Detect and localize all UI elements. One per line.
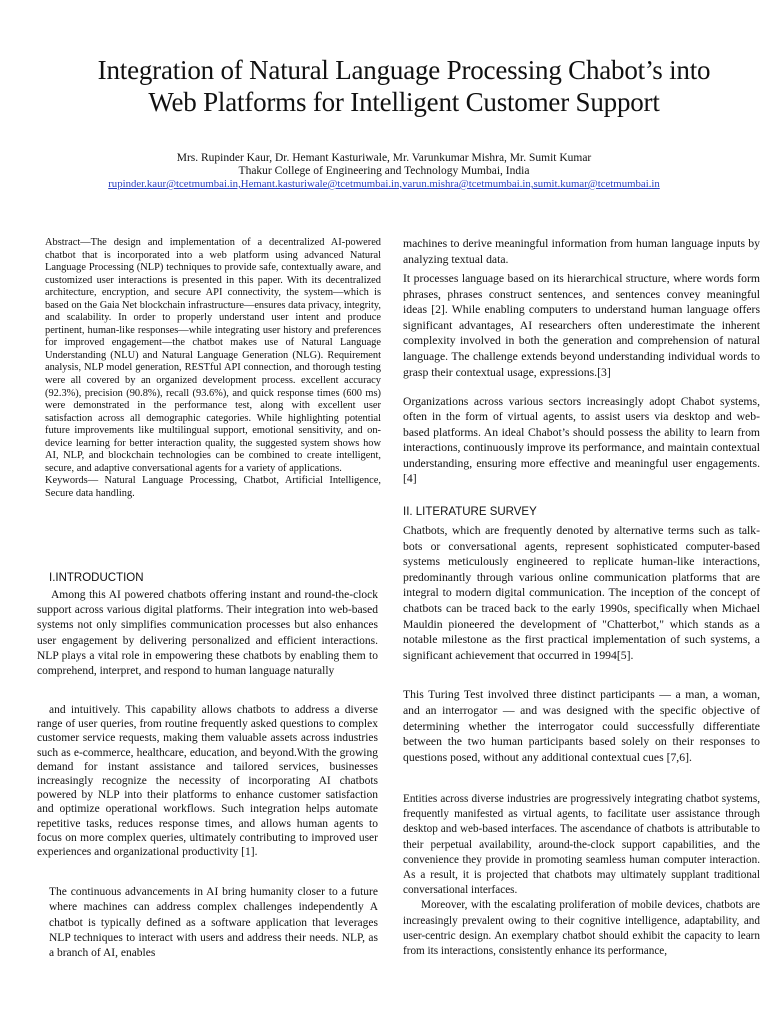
right-paragraph-2: It processes language based on its hierarchical structure, where words form phrases, phrases construct sentences, and sentences convey meaningful ideas [2]. While enabling computers to understand human language offers significant advantages, AI researchers often underestimate the inherent complexity involved in both the generation and comprehension of natural language. The challenge extends beyond understanding individual words to grasp their contextual usage, expressions.[3] — [403, 272, 760, 379]
author-names: Mrs. Rupinder Kaur, Dr. Hemant Kasturiwale, Mr. Varunkumar Mishra, Mr. Sumit Kumar — [176, 152, 592, 164]
right-paragraph-3: Organizations across various sectors increasingly adopt Chabot systems, often in the form of virtual agents, to assist users via desktop and web-based platforms. An ideal Chabot’s should possess the ability to learn from interactions, continuously improve its performance, and maintain contextual understanding, ensuring more effective and meaningful user engagements. [4] — [403, 395, 760, 486]
literature-paragraph-2: This Turing Test involved three distinct participants — a man, a woman, and an interrogator — and was designed with the specific objective of determining whether the interrogator could successfully differentiate between the two human participants based solely on their responses to questions posed, without any additional contextual cues [7,6]. — [403, 688, 760, 765]
author-emails[interactable]: rupinder.kaur@tcetmumbai.in,Hemant.kasturiwale@tcetmumbai.in,varun.mishra@tcetmumbai.in,sumit.kumar@tcetmumbai.in — [108, 178, 660, 190]
literature-paragraph-1: Chatbots, which are frequently denoted by alternative terms such as talk-bots or conversational agents, represent sophisticated computer-based systems meticulously engineered to replicate human-like interactions, predominantly through various online communication platforms that are integral to modern digital communication. The inception of the concept of chatbots can be traced back to the early 1990s, specifically when Michael Mauldin pioneered the development of "Chatterbot," which stands as a notable milestone as the first practical implementation of such systems, a significant achievement that occurred in 1994[5]. — [403, 524, 760, 662]
abstract-section — [45, 237, 381, 501]
literature-paragraph-3b: Moreover, with the escalating proliferation of mobile devices, chatbots are increasingly prevalent owing to their cognitive intelligence, adaptability, and user-centric design. An exemplary chatbot should exhibit the capacity to learn from its interactions, consistently enhance its performance, — [403, 899, 760, 958]
author-block — [0, 152, 768, 191]
paper-title — [40, 54, 768, 118]
author-affiliation: Thakur College of Engineering and Technology Mumbai, India — [238, 165, 530, 177]
literature-survey-heading: II. LITERATURE SURVEY — [403, 506, 537, 518]
literature-paragraph-3a: Entities across diverse industries are progressively integrating chatbot systems, frequently manifested as virtual agents, to facilitate user assistance through desktop and web-based interfaces. The ascendance of chatbots is attributable to their perpetual availability, around-the-clock support capabilities, and the convenience they provide in promoting seamless human computer interaction. As a result, it is projected that chatbots may ultimately supplant traditional conversational interfaces. — [403, 793, 760, 897]
intro-paragraph-1: Among this AI powered chatbots offering instant and round-the-clock support across various digital platforms. Their integration into web-based systems not only simplifies communication processes but also enhances user engagement by delivering personalized and efficient interactions. NLP plays a vital role in empowering these chatbots by enabling them to comprehend, interpret, and respond to human language naturally — [37, 589, 378, 678]
right-paragraph-1: machines to derive meaningful information from human language inputs by analyzing textual data. — [403, 237, 760, 266]
keywords: Keywords— Natural Language Processing, Chatbot, Artificial Intelligence, Secure data handling. — [45, 475, 381, 500]
title-line-2: Web Platforms for Intelligent Customer Support — [148, 87, 660, 117]
intro-paragraph-3: The continuous advancements in AI bring humanity closer to a future where machines can address complex challenges independently A chatbot is typically defined as a software application that leverages NLP techniques to interact with users and address their needs. NLP, as a branch of AI, enables — [49, 886, 378, 960]
abstract-text: Abstract—The design and implementation of a decentralized AI-powered chatbot that is incorporated into a web platform using advanced Natural Language Processing (NLP) techniques to provide safe, contextually aware, and customized user interactions is presented in this paper. With its decentralized architecture, encryption, and secure API connectivity, the system—which is based on the Gaia Net blockchain infrastructure—ensures data privacy, integrity, and scalability. In order to properly understand user intent and produce pertinent, human-like responses—while integrating user history and preferences for improved engagement—the chatbot makes use of Natural Language Understanding (NLU) and Natural Language Generation (NLG). Requirement analysis, NLP model generation, RESTful API connection, and thorough testing were all covered by an organized development process. excellent accuracy (92.3%), precision (90.8%), recall (93.6%), and quick response times (600 ms) were demonstrated in the performance test, along with excellent user satisfaction across all demographic categories. While highlighting potential future improvements like multilingual support, emotional sensitivity, and on-device learning for better interaction quality, the suggested system shows how AI, NLP, and blockchain technologies can be combined to create intelligent, secure, and adaptive conversational agents for a variety of applications. — [45, 237, 381, 474]
literature-paragraph-3 — [403, 792, 760, 959]
intro-heading: I.INTRODUCTION — [49, 572, 144, 584]
intro-paragraph-2: and intuitively. This capability allows chatbots to address a diverse range of user queries, from routine frequently asked questions to complex customer service requests, making them valuable assets across industries such as e-commerce, healthcare, education, and beyond.With the growing demand for instant assistance and tailored services, businesses increasingly recognize the necessity of incorporating AI chatbots powered by NLP into their platforms to enhance customer satisfaction and optimize operational workflows. Such integration helps automate repetitive tasks, reduces response times, and allows human agents to focus on more complex queries, ultimately contributing to improved user experiences and organizational productivity [1]. — [37, 704, 378, 859]
title-line-1: Integration of Natural Language Processing Chabot’s into — [97, 55, 711, 85]
